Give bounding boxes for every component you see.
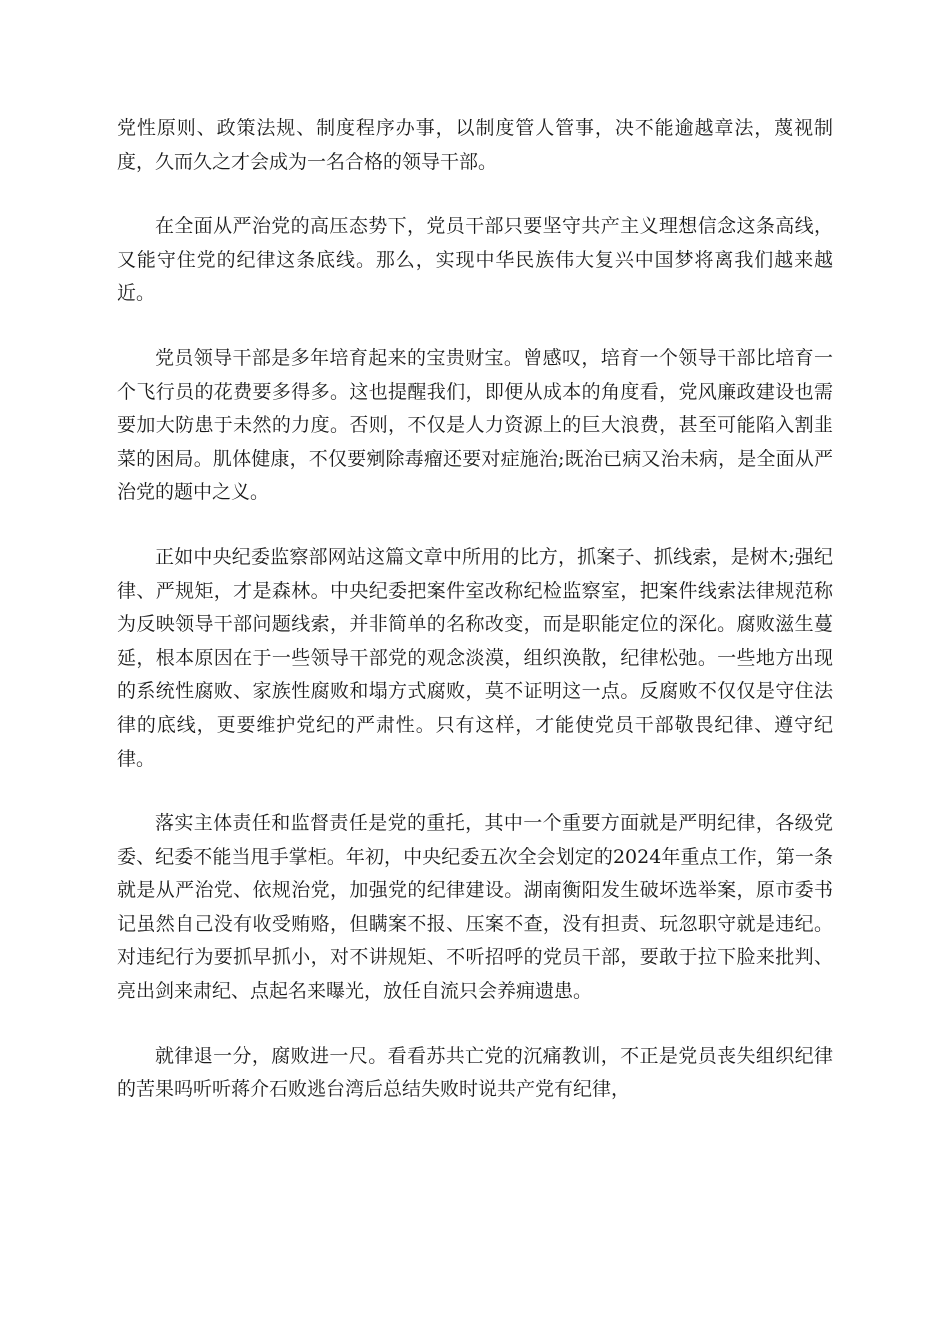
paragraph-2: 在全面从严治党的高压态势下，党员干部只要坚守共产主义理想信念这条高线，又能守住党的纪律这条底线。那么，实现中华民族伟大复兴中国梦将离我们越来越近。 [117,215,833,305]
paragraph-3: 党员领导干部是多年培育起来的宝贵财宝。曾感叹，培育一个领导干部比培育一个飞行员的花费要多得多。这也提醒我们，即便从成本的角度看，党风廉政建设也需要加大防患于未然的力度。否则，不仅是人力资源上的巨大浪费，甚至可能陷入割韭菜的困局。肌体健康，不仅要剜除毒瘤还要对症施治;既治已病又治未病，是全面从严治党的题中之义。 [117,346,833,504]
paragraph-6: 就律退一分，腐败进一尺。看看苏共亡党的沉痛教训，不正是党员丧失组织纪律的苦果吗听听蒋介石败逃台湾后总结失败时说共产党有纪律， [117,1044,833,1101]
paragraph-4: 正如中央纪委监察部网站这篇文章中所用的比方，抓案子、抓线索，是树木;强纪律、严规矩，才是森林。中央纪委把案件室改称纪检监察室，把案件线索法律规范称为反映领导干部问题线索，并非简单的名称改变，而是职能定位的深化。腐败滋生蔓延，根本原因在于一些领导干部党的观念淡漠，组织涣散，纪律松弛。一些地方出现的系统性腐败、家族性腐败和塌方式腐败，莫不证明这一点。反腐败不仅仅是守住法律的底线，更要维护党纪的严肃性。只有这样，才能使党员干部敬畏纪律、遵守纪律。 [117,545,833,770]
paragraph-5: 落实主体责任和监督责任是党的重托，其中一个重要方面就是严明纪律，各级党委、纪委不能当甩手掌柜。年初，中央纪委五次全会划定的2024年重点工作，第一条就是从严治党、依规治党，加强党的纪律建设。湖南衡阳发生破坏选举案，原市委书记虽然自己没有收受贿赂，但瞒案不报、压案不查，没有担责、玩忽职守就是违纪。对违纪行为要抓早抓小，对不讲规矩、不听招呼的党员干部，要敢于拉下脸来批判、亮出剑来肃纪、点起名来曝光，放任自流只会养痈遗患。 [117,812,833,1003]
document-body [117,112,833,1138]
paragraph-1: 党性原则、政策法规、制度程序办事，以制度管人管事，决不能逾越章法，蔑视制度，久而久之才会成为一名合格的领导干部。 [117,117,833,173]
